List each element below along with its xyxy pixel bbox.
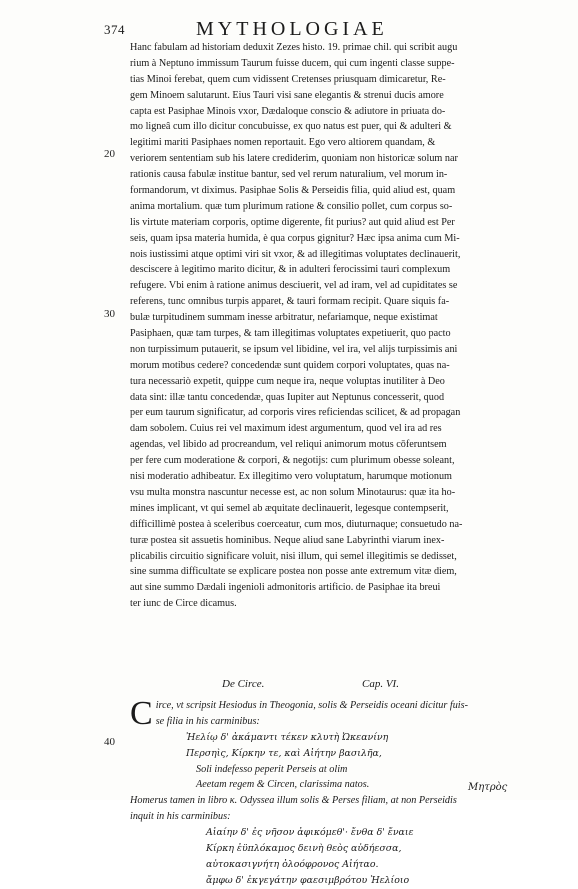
text-line: bulæ turpitudinem summam inesse arbitratur, nefariamque, neque existimat — [130, 312, 438, 324]
text-line: difficillimè postea à sceleribus coerceatur, cum mos, diuturnaque; consuetudo na- — [130, 518, 463, 530]
text-line: rationis causa fabulæ institue bantur, sed vel rerum naturalium, vel morum in- — [130, 169, 448, 181]
text-line: Homerus tamen in libro κ. Odyssea illum solis & Perses filiam, at non Perseidis — [130, 795, 457, 807]
text-line: Hanc fabulam ad historiam deduxit Zezes histo. 19. primae chil. qui scribit augu — [130, 42, 458, 53]
chapter-title: De Circe. — [222, 678, 265, 690]
text-line: seis, quam ipsa materia humida, è qua corpus gignitur? Hæc ipsa anima cum Mi- — [130, 232, 460, 244]
latin-verse-line: Soli indefesso peperit Perseis at olim — [196, 763, 348, 775]
margin-line-number: 30 — [104, 308, 115, 320]
text-line: plicabilis circuitio significare voluit, nisi illum, qui semel illegitimis se dedisset, — [130, 550, 457, 562]
greek-verse-line: Κίρκη ἐϋπλόκαμος δεινὴ θεὸς αὐδήεσσα, — [206, 843, 402, 855]
text-line: dam sobolem. Cuius rei vel maximum idest argumentum, quod vel ira ad res — [130, 423, 442, 435]
chapter-number: Cap. VI. — [362, 678, 399, 690]
text-line: desciscere à legitimo marito dicitur, & in adulteri ferocissimi tauri complexum — [130, 264, 451, 276]
text-line: lis virtute materiam corporis, optime digerente, fit purius? aut quid aliud est Per — [130, 216, 455, 228]
greek-verse-line: ἄμφω δ' ἐκγεγάτην φαεσιμβρότου Ἠελίοιο — [206, 874, 410, 886]
text-line: anima mortalium. quæ tum plurimum ratione & consilio pollet, cum corpus so- — [130, 200, 453, 212]
main-text — [130, 40, 550, 612]
margin-line-number: 20 — [104, 148, 115, 160]
text-line: inquit in his carminibus: — [130, 811, 231, 823]
text-line: referens, tunc omnibus turpis apparet, & tauri formam recipit. Quare siquis fa- — [130, 296, 450, 308]
text-line: rium à Neptuno immissum Taurum fuisse ducem, qui cum ingenti classe suppe- — [130, 57, 455, 69]
text-line: formandorum, vt diximus. Pasiphae Solis & Perseidis filia, quid aliud est, quam — [130, 185, 456, 197]
text-line: irce, vt scripsit Hesiodus in Theogonia, solis & Perseidis oceani dicitur fuis- — [155, 700, 468, 711]
text-line: refugere. Vbi enim à ratione animus desciuerit, vel ad iram, vel ad cupiditates se — [130, 280, 458, 292]
margin-line-number: 40 — [104, 736, 115, 748]
text-line: mines implicant, vt qui semel ab æquitate declinauerit, legesque contempserit, — [130, 502, 449, 514]
text-line: turæ postea sit assuetis hominibus. Neque aliud sane Labyrinthi viarum inex- — [130, 534, 445, 546]
text-line: agendas, vel libido ad procreandum, vel reliqui animorum motus cōferuntsem — [130, 439, 447, 451]
running-head: MYTHOLOGIAE — [196, 18, 388, 40]
text-line: morum motibus cedere? concedendæ sunt quidem corpori voluptates, quas na- — [130, 359, 450, 371]
catchword: Μητρὸς — [468, 782, 508, 793]
text-line: Pasiphaen, quæ tam turpes, & tam illegitimas voluptates expetiuerit, quo pacto — [130, 328, 451, 340]
greek-verse-line: Αἰαίην δ' ἐς νῆσον ἀφικόμεθ'· ἔνθα δ' ἔναιε — [206, 827, 414, 839]
text-line: legitimi mariti Pasiphaes nomen reportauit. Ego vero altiorem quandam, & — [130, 137, 436, 149]
chapter-text — [130, 695, 550, 889]
greek-verse-line: αὐτοκασιγνήτη ὀλοόφρονος Αἰήταο. — [206, 858, 379, 870]
text-line: capta est Pasiphae Minois vxor, Dædaloque conscio & adiutore in priuata do- — [130, 105, 446, 117]
text-line: non turpissimum putauerit, se ipsum vel libidine, vel ira, vel alijs turpissimis ani — [130, 343, 458, 355]
text-line: nois iustissimi atque optimi viri sit vxor, & ad illegitimas voluptates declinauerit, — [130, 248, 461, 260]
drop-cap: C — [130, 695, 153, 732]
text-line: veriorem sententiam sub his latere crediderim, quoniam non historicæ solum nar — [130, 153, 458, 165]
latin-verse-line: Aeetam regem & Circen, clarissima natos. — [196, 779, 370, 791]
page-number: 374 — [104, 22, 125, 37]
text-line: nisi moderatio adhibeatur. Ex illegitimo vero voluptatum, harumque motionum — [130, 471, 452, 483]
text-line: tias Minoi ferebat, quem cum vidissent Cretenses priusquam dimicaretur, Re- — [130, 73, 446, 85]
text-line: tura necessariò expetit, quippe cum neque ira, neque voluptas inutiliter à Deo — [130, 375, 445, 387]
text-line: gem Minoem salutarunt. Eius Tauri visi sane elegantis & strenui ducis amore — [130, 89, 444, 101]
text-line: per fere cum moderatione & corpori, & negotijs: cum plurimum obesse soleant, — [130, 455, 455, 467]
text-line: se filia in his carminibus: — [155, 715, 260, 727]
greek-verse-line: Ἠελίῳ δ' ἀκάμαντι τέκεν κλυτὴ Ὠκεανίνη — [186, 731, 389, 743]
text-line: data sint: illæ tantu concedendæ, quas Iupiter aut Neptunus concesserit, quod — [130, 391, 445, 403]
text-line: mo ligneâ cum illo dicitur concubuisse, ex quo natus est puer, qui & adulteri & — [130, 121, 452, 133]
text-line: vsu multa monstra nascuntur necesse est, ac non solum Minotaurus: quæ ita ho- — [130, 486, 456, 498]
text-line: sine summa difficultate se explicare postea non posse ante extremum vitæ diem, — [130, 566, 457, 578]
text-line: ter iunc de Circe dicamus. — [130, 598, 237, 610]
text-line: aut sine summo Dædali ingenioli admonitoris artificio. de Pasiphae ita breui — [130, 582, 441, 594]
chapter-heading — [138, 678, 548, 696]
greek-verse-line: Περσηὶς, Κίρκην τε, καὶ Αἰήτην βασιλῆα, — [186, 747, 382, 759]
text-line: per eum taurum significatur, ad corporis vires reficiendas scilicet, & ad propagan — [130, 407, 461, 419]
